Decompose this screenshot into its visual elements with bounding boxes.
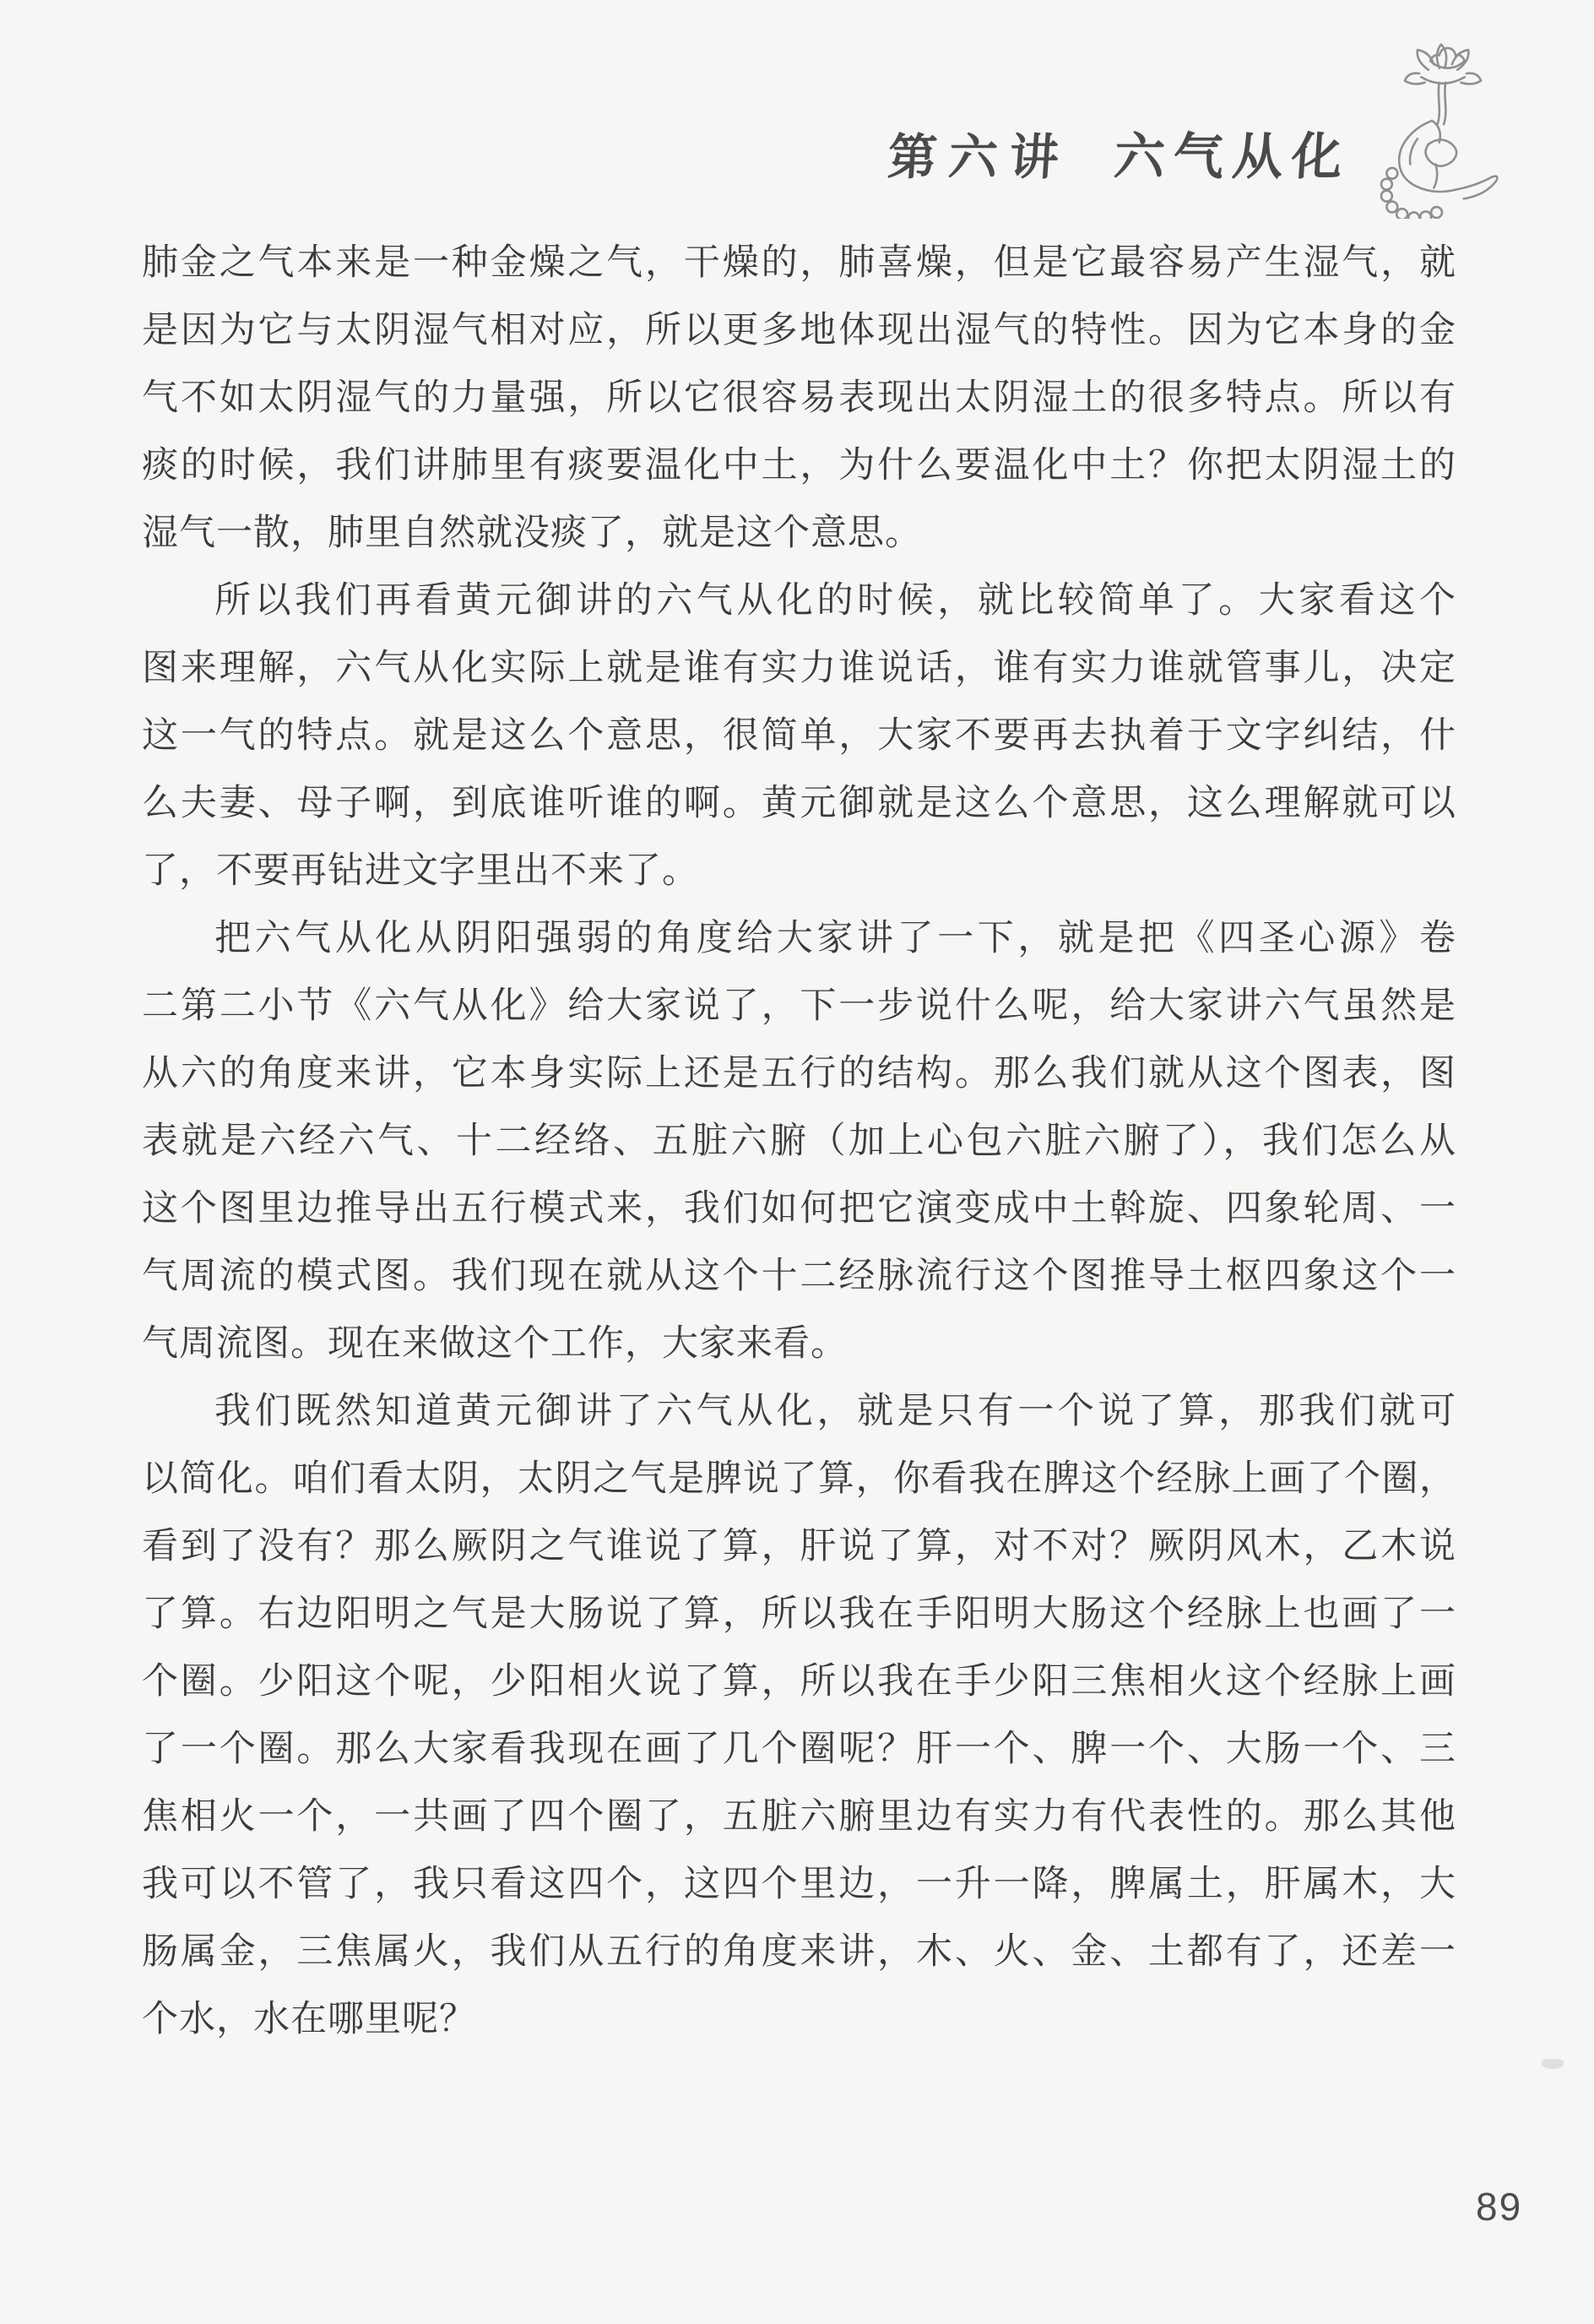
text-line: 这个图里边推导出五行模式来，我们如何把它演变成中土斡旋、四象轮周、一 xyxy=(142,1189,1456,1229)
text-line: 把六气从化从阴阳强弱的角度给大家讲了一下，就是把《四圣心源》卷 xyxy=(214,919,1456,958)
text-line: 了，不要再钻进文字里出不来了。 xyxy=(142,851,699,891)
text-line: 气周流的模式图。我们现在就从这个十二经脉流行这个图推导土枢四象这个一 xyxy=(142,1257,1456,1296)
text-line: 看到了没有？那么厥阴之气谁说了算，肝说了算，对不对？厥阴风木，乙木说 xyxy=(142,1527,1456,1567)
lotus-stem xyxy=(1444,83,1445,124)
text-line: 图来理解，六气从化实际上就是谁有实力谁说话，谁有实力谁就管事儿，决定 xyxy=(142,649,1456,688)
lotus-petal-left xyxy=(1418,50,1434,70)
palm-line xyxy=(1410,138,1418,164)
text-line: 肺金之气本来是一种金燥之气，干燥的，肺喜燥，但是它最容易产生湿气，就 xyxy=(142,243,1456,283)
text-line: 了一个圈。那么大家看我现在画了几个圈呢？肝一个、脾一个、大肠一个、三 xyxy=(142,1729,1456,1769)
lotus-stem xyxy=(1438,83,1439,124)
text-line: 湿气一散，肺里自然就没痰了，就是这个意思。 xyxy=(142,513,922,553)
section-title: 六气从化 xyxy=(1112,129,1353,185)
lotus-base xyxy=(1421,77,1465,84)
text-line: 我们既然知道黄元御讲了六气从化，就是只有一个说了算，那我们就可 xyxy=(214,1392,1456,1431)
page-header xyxy=(0,115,1351,191)
scan-speck xyxy=(1542,2059,1564,2069)
text-line: 肠属金，三焦属火，我们从五行的角度来讲，木、火、金、土都有了，还差一 xyxy=(142,1932,1456,1972)
text-line: 个水，水在哪里呢？ xyxy=(142,2000,476,2039)
text-line: 我可以不管了，我只看这四个，这四个里边，一升一降，脾属土，肝属木，大 xyxy=(142,1865,1456,1904)
lotus-petal-center xyxy=(1437,45,1446,68)
text-line: 二第二小节《六气从化》给大家说了，下一步说什么呢，给大家讲六气虽然是 xyxy=(142,986,1456,1026)
text-line: 气不如太阴湿气的力量强，所以它很容易表现出太阴湿土的很多特点。所以有 xyxy=(142,378,1456,418)
curled-fingers xyxy=(1426,139,1457,166)
chapter-label: 第六讲 xyxy=(886,130,1072,185)
lotus-pod xyxy=(1430,48,1465,68)
extended-finger xyxy=(1456,176,1497,199)
text-line: 痰的时候，我们讲肺里有痰要温化中土，为什么要温化中土？你把太阴湿土的 xyxy=(142,446,1456,486)
text-line: 从六的角度来讲，它本身实际上还是五行的结构。那么我们就从这个图表，图 xyxy=(142,1054,1456,1094)
finger-line xyxy=(1434,165,1437,188)
text-line: 了算。右边阳明之气是大肠说了算，所以我在手阳明大肠这个经脉上也画了一 xyxy=(142,1594,1456,1634)
hand-lotus-illustration xyxy=(1374,37,1522,219)
text-line: 个圈。少阳这个呢，少阳相火说了算，所以我在手少阳三焦相火这个经脉上画 xyxy=(142,1662,1456,1702)
prayer-beads xyxy=(1381,168,1442,219)
page-number: 89 xyxy=(1476,2185,1523,2229)
text-line: 所以我们再看黄元御讲的六气从化的时候，就比较简单了。大家看这个 xyxy=(214,581,1456,621)
body-text xyxy=(142,230,1456,2054)
text-line: 这一气的特点。就是这么个意思，很简单，大家不要再去执着于文字纠结，什 xyxy=(142,716,1456,756)
text-line: 么夫妻、母子啊，到底谁听谁的啊。黄元御就是这么个意思，这么理解就可以 xyxy=(142,784,1456,823)
text-line: 以简化。咱们看太阴，太阴之气是脾说了算，你看我在脾这个经脉上画了个圈， xyxy=(142,1459,1456,1499)
text-line: 气周流图。现在来做这个工作，大家来看。 xyxy=(142,1324,848,1364)
text-line: 焦相火一个，一共画了四个圈了，五脏六腑里边有实力有代表性的。那么其他 xyxy=(142,1797,1456,1837)
text-line: 是因为它与太阴湿气相对应，所以更多地体现出湿气的特性。因为它本身的金 xyxy=(142,311,1456,350)
text-line: 表就是六经六气、十二经络、五脏六腑（加上心包六脏六腑了），我们怎么从 xyxy=(142,1121,1456,1161)
